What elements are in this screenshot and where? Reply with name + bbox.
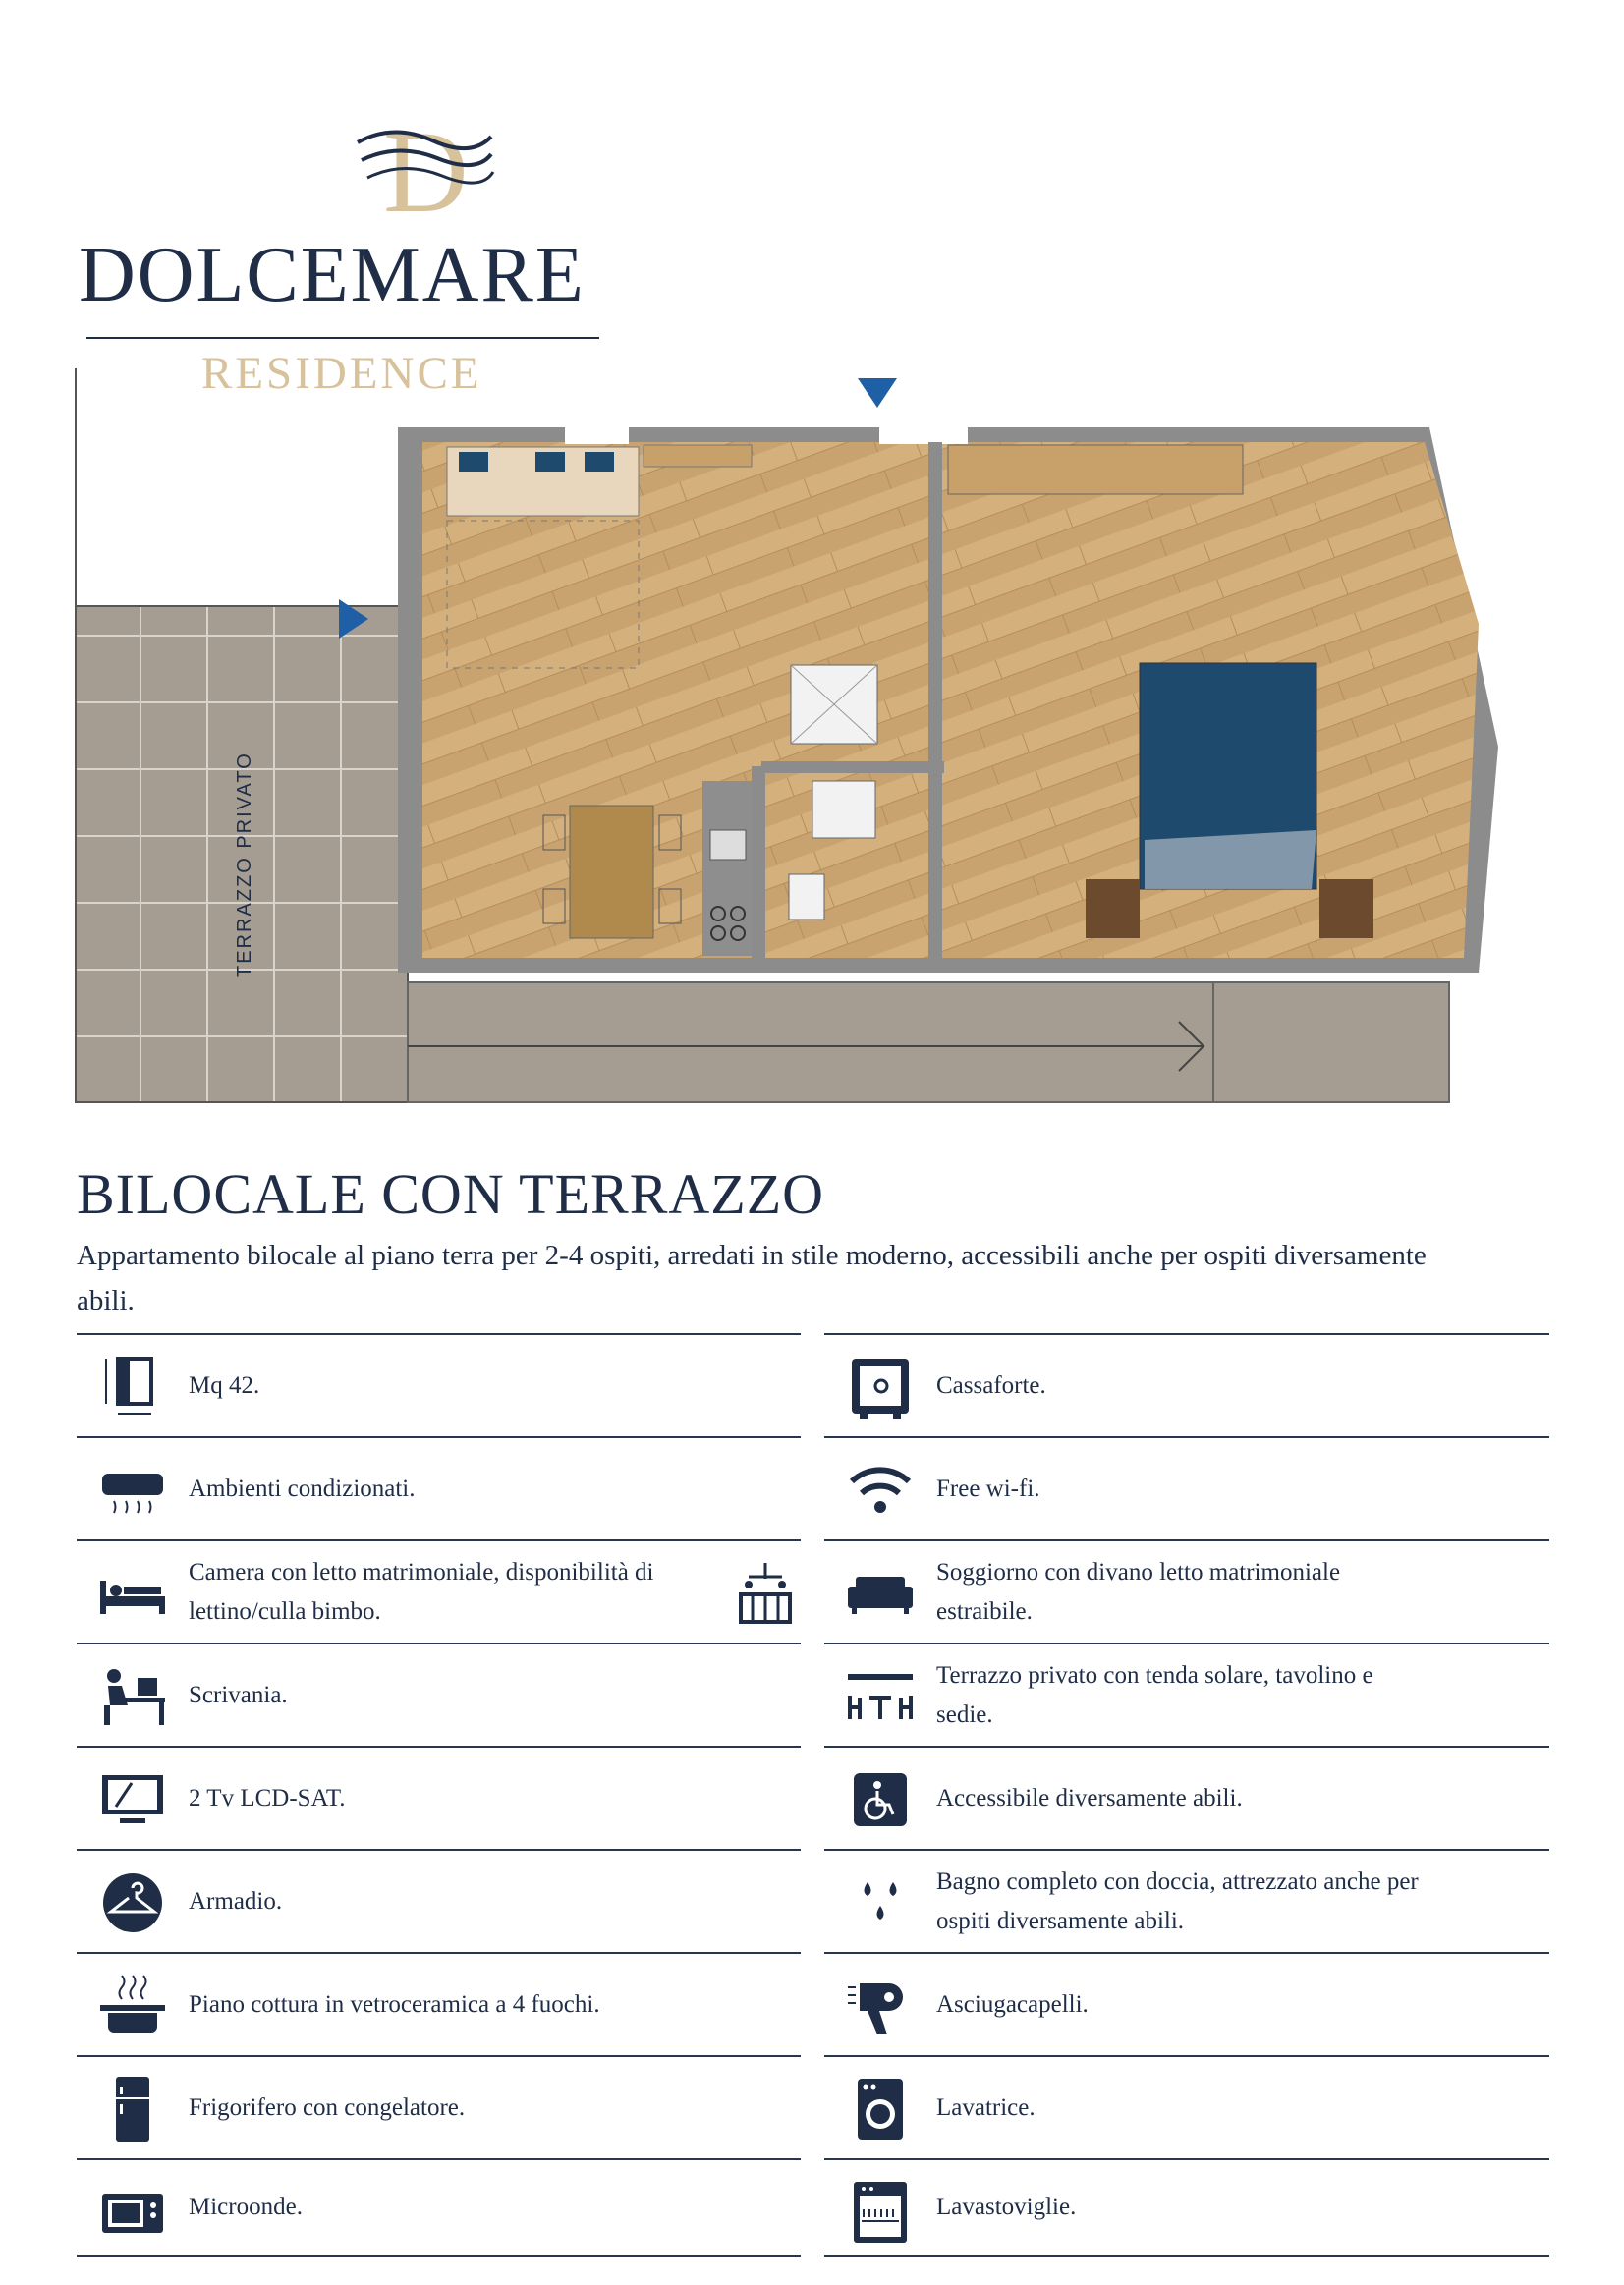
- entrance-arrow-top: [858, 378, 897, 408]
- desk-icon: [98, 1662, 167, 1731]
- amenity-row: [77, 2055, 801, 2158]
- tv-icon: [98, 1765, 167, 1834]
- amenity-row: [824, 1643, 1549, 1746]
- amenity-row: [824, 1746, 1549, 1849]
- amenity-text: Piano cottura in vetroceramica a 4 fuochi.: [189, 1990, 600, 2018]
- safe-icon: [846, 1353, 915, 1421]
- amenity-row: [824, 1952, 1549, 2055]
- amenity-row: [77, 1746, 801, 1849]
- brand-divider: [86, 337, 599, 339]
- amenity-text: Scrivania.: [189, 1681, 288, 1708]
- wifi-icon: [846, 1456, 915, 1525]
- amenity-text: 2 Tv LCD-SAT.: [189, 1784, 346, 1811]
- hanger-icon: [98, 1868, 167, 1937]
- terrace-label: TERRAZZO PRIVATO: [234, 752, 255, 977]
- bed-icon: [98, 1559, 167, 1628]
- amenity-text: Accessibile diversamente abili.: [936, 1784, 1243, 1811]
- apartment-description: Appartamento bilocale al piano terra per 2-4 ospiti, arredati in stile moderno, accessibili anche per ospiti diversamente abili.: [77, 1240, 1427, 1316]
- amenity-text: Terrazzo privato con tenda solare, tavolino e sedie.: [936, 1661, 1373, 1728]
- amenity-text: Ambienti condizionati.: [189, 1475, 416, 1502]
- amenity-row: [77, 2158, 801, 2257]
- cooktop-icon: [98, 1972, 167, 2040]
- walkway: [408, 982, 1449, 1102]
- amenity-text: Lavastoviglie.: [936, 2194, 1077, 2220]
- amenity-text: Cassaforte.: [936, 1371, 1046, 1399]
- floor-area-icon: [98, 1353, 167, 1421]
- crib-icon: [735, 1559, 796, 1628]
- amenity-row: [824, 2158, 1549, 2257]
- wheelchair-icon: [846, 1765, 915, 1834]
- amenity-row: [824, 1436, 1549, 1539]
- amenity-row: [77, 1849, 801, 1952]
- amenity-row: [824, 1849, 1549, 1952]
- patio-table-icon: [846, 1662, 915, 1731]
- amenities-left-column: [77, 1333, 801, 2257]
- amenity-text: Camera con letto matrimoniale, disponibilità di lettino/culla bimbo.: [189, 1558, 654, 1625]
- amenity-text: Frigorifero con congelatore.: [189, 2093, 466, 2121]
- amenity-text: Mq 42.: [189, 1371, 260, 1399]
- amenities-right-column: [824, 1333, 1549, 2257]
- apartment-title: BILOCALE CON TERRAZZO: [77, 1162, 825, 1226]
- brand-subtitle: RESIDENCE: [201, 348, 482, 399]
- amenity-text: Free wi-fi.: [936, 1475, 1040, 1502]
- amenity-row: [77, 1643, 801, 1746]
- amenity-text: Bagno completo con doccia, attrezzato anche per ospiti diversamente abili.: [936, 1867, 1419, 1934]
- washing-machine-icon: [846, 2075, 915, 2144]
- amenity-text: Armadio.: [189, 1887, 283, 1915]
- shower-drops-icon: [846, 1868, 915, 1937]
- floor-plan: [74, 368, 1528, 1125]
- monogram-d-logo: [344, 103, 501, 231]
- air-conditioner-icon: [98, 1456, 167, 1525]
- amenity-row: [77, 1436, 801, 1539]
- sofa-icon: [846, 1559, 915, 1628]
- amenity-row: [77, 1539, 801, 1643]
- svg-text:D: D: [383, 106, 469, 231]
- brand-name: DOLCEMARE: [79, 232, 586, 318]
- amenity-text: Asciugacapelli.: [936, 1990, 1089, 2018]
- amenity-row: [77, 1952, 801, 2055]
- amenity-row: [824, 2055, 1549, 2158]
- dishwasher-icon: [846, 2178, 915, 2247]
- fridge-icon: [98, 2075, 167, 2144]
- amenity-text: Microonde.: [189, 2194, 303, 2220]
- wardrobe: [948, 445, 1243, 494]
- hairdryer-icon: [846, 1972, 915, 2040]
- amenity-row: [824, 1333, 1549, 1436]
- dining-table: [570, 806, 653, 938]
- amenity-text: Soggiorno con divano letto matrimoniale estraibile.: [936, 1558, 1341, 1625]
- amenity-text: Lavatrice.: [936, 2093, 1036, 2121]
- brand-logo: [79, 103, 609, 408]
- microwave-icon: [98, 2178, 167, 2247]
- amenity-row: [77, 1333, 801, 1436]
- amenity-row: [824, 1539, 1549, 1643]
